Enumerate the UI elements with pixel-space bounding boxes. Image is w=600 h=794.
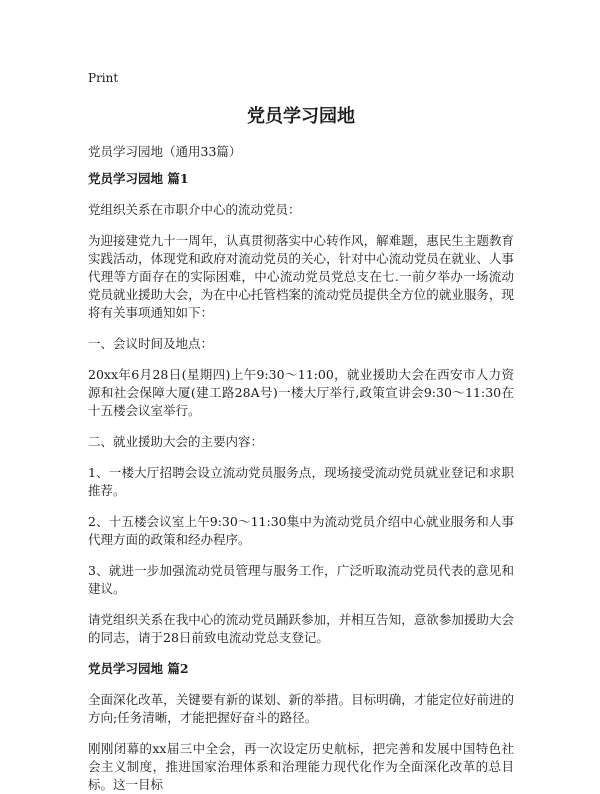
paragraph: 全面深化改革，关键要有新的谋划、新的举措。目标明确，才能定位好前进的方向;任务清晰，才能把握好奋斗的路径。 <box>88 692 514 725</box>
paragraph: 20xx年6月28日(星期四)上午9:30～11:00，就业援助大会在西安市人力资源和社会保障大厦(建工路28A号)一楼大厅举行,政策宣讲会9:30～11:30在十五楼会议室举行。 <box>88 367 514 418</box>
document-title: 党员学习园地 <box>247 106 355 127</box>
section-2 <box>88 660 514 794</box>
paragraph: 1、一楼大厅招聘会设立流动党员服务点，现场接受流动党员就业登记和求职推荐。 <box>88 465 514 498</box>
section-heading: 党员学习园地 篇2 <box>88 661 189 676</box>
paragraph: 2、十五楼会议室上午9:30～11:30集中为流动党员介绍中心就业服务和人事代理方面的政策和经办程序。 <box>88 514 514 547</box>
paragraph: 党组织关系在市职介中心的流动党员： <box>88 202 301 217</box>
paragraph: 刚刚闭幕的xx届三中全会，再一次设定历史航标，把完善和发展中国特色社会主义制度，推进国家治理体系和治理能力现代化作为全面深化改革的总目标。这一目标 <box>88 741 514 792</box>
paragraph: 为迎接建党九十一周年，认真贯彻落实中心转作风，解难题，惠民生主题教育实践活动，体现党和政府对流动党员的关心，针对中心流动党员在就业、人事代理等方面存在的实际困难，中心流动党员党总支在七.一前夕举办一场流动党员就业援助大会，为在中心托管档案的流动党员提供全方位的就业服务，现将有关事项通知如下： <box>88 233 514 320</box>
section-1 <box>88 170 514 647</box>
print-label: Print <box>88 71 119 85</box>
paragraph: 请党组织关系在我中心的流动党员踊跃参加，并相互告知，意欲参加援助大会的同志，请于28日前致电流动党总支登记。 <box>88 612 514 645</box>
paragraph: 3、就进一步加强流动党员管理与服务工作，广泛听取流动党员代表的意见和建议。 <box>88 563 514 596</box>
paragraph: 一、会议时间及地点： <box>88 336 214 351</box>
document-subtitle: 党员学习园地（通用33篇） <box>88 144 242 159</box>
section-heading: 党员学习园地 篇1 <box>88 171 189 186</box>
paragraph: 二、就业援助大会的主要内容： <box>88 434 264 449</box>
